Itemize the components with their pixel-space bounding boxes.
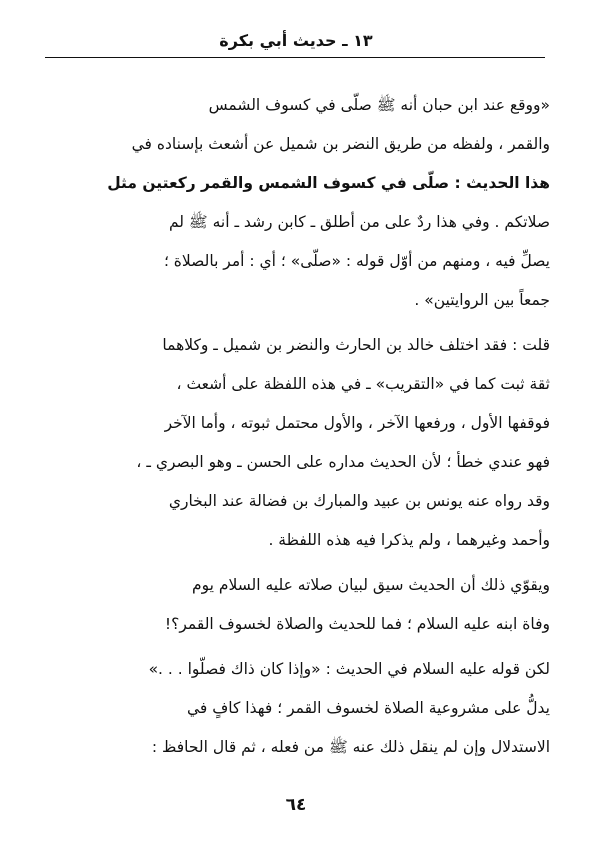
text-line: فوقفها الأول ، ورفعها الآخر ، والأول محتمل ثبوته ، وأما الآخر	[164, 414, 550, 432]
text-line: ثقة ثبت كما في «التقريب» ـ في هذه اللفظة على أشعث ،	[176, 375, 550, 393]
header-rule	[45, 57, 545, 58]
paragraph-1	[40, 86, 550, 320]
page-number: ٦٤	[285, 795, 307, 815]
text-line: جمعاً بين الروايتين» .	[414, 291, 550, 309]
text-line: صلاتكم . وفي هذا ردٌ على من أطلق ـ كابن رشد ـ أنه ﷺ لم	[168, 213, 550, 231]
text-line: الاستدلال وإن لم ينقل ذلك عنه ﷺ من فعله ، ثم قال الحافظ :	[151, 738, 550, 756]
text-line: «ووقع عند ابن حبان أنه ﷺ صلّى في كسوف الشمس	[208, 96, 550, 114]
running-header-title: ١٣ ـ حديث أبي بكرة	[219, 31, 373, 50]
paragraph-4	[40, 650, 550, 767]
paragraph-3	[40, 566, 550, 644]
text-line: والقمر ، ولفظه من طريق النضر بن شميل عن أشعث بإسناده في	[131, 135, 550, 153]
text-line: هذا الحديث : صلّى في كسوف الشمس والقمر ركعتين مثل	[107, 174, 550, 192]
text-line: يصلِّ فيه ، ومنهم من أوّل قوله : «صلّى» ؛ أي : أمر بالصلاة ؛	[163, 252, 550, 270]
text-line: لكن قوله عليه السلام في الحديث : «وإذا كان ذاك فصلّوا . . .»	[148, 660, 550, 678]
text-line: وأحمد وغيرهما ، ولم يذكرا فيه هذه اللفظة .	[268, 531, 550, 549]
text-line: وقد رواه عنه يونس بن عبيد والمبارك بن فضالة عند البخاري	[168, 492, 550, 510]
text-line: فهو عندي خطأ ؛ لأن الحديث مداره على الحسن ـ وهو البصري ـ ،	[136, 453, 550, 471]
text-line: يدلُّ على مشروعية الصلاة لخسوف القمر ؛ فهذا كافٍ في	[186, 699, 550, 717]
text-line: قلت : فقد اختلف خالد بن الحارث والنضر بن شميل ـ وكلاهما	[162, 336, 550, 354]
text-line: ويقوّي ذلك أن الحديث سيق لبيان صلاته عليه السلام يوم	[192, 576, 550, 594]
page-body	[40, 86, 550, 767]
paragraph-2	[40, 326, 550, 560]
text-line: وفاة ابنه عليه السلام ؛ فما للحديث والصلاة لخسوف القمر؟!	[164, 615, 550, 633]
